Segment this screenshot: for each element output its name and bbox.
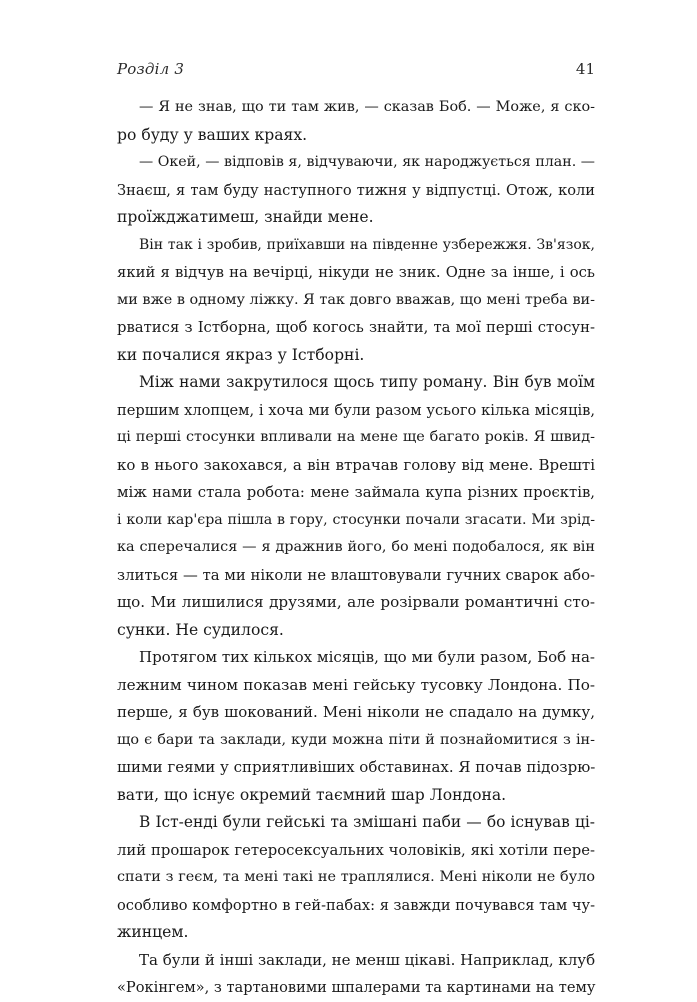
text-line: «Рокінгем», з тартановими шпалерами та картинами на тему: [117, 979, 596, 996]
text-line: що є бари та заклади, куди можна піти й познайомитися з ін-: [117, 731, 595, 748]
text-line: який я відчув на вечірці, нікуди не зник. Одне за інше, і ось: [117, 264, 595, 281]
text-line: шими геями у сприятливіших обставинах. Я почав підозрю-: [117, 758, 596, 776]
text-line: злиться — та ми ніколи не влаштовували гучних сварок або-: [117, 566, 595, 584]
text-line: спати з геєм, та мені такі не траплялися. Мені ніколи не було: [117, 869, 595, 885]
text-line: рватися з Істборна, щоб когось знайти, та мої перші стосун-: [117, 319, 595, 336]
text-line: лий прошарок гетеросексуальних чоловіків, які хотіли пере-: [117, 841, 595, 859]
page-number: 41: [575, 60, 595, 78]
body-text: [117, 94, 595, 1002]
text-line: лежним чином показав мені гейську тусовку Лондона. По-: [117, 675, 595, 694]
text-line: ми вже в одному ліжку. Я так довго вважав, що мені треба ви-: [117, 291, 595, 308]
text-line: Знаєш, я там буду наступного тижня у відпустці. Отож, коли: [117, 181, 595, 199]
text-line: і коли кар'єра пішла в гору, стосунки почали згасати. Ми зрід-: [117, 511, 595, 528]
text-line: ко в нього закохався, а він втрачав голову від мене. Врешті: [117, 455, 595, 474]
text-line: — Окей, — відповів я, відчуваючи, як народжується план. —: [139, 154, 595, 170]
text-line: — Я не знав, що ти там жив, — сказав Боб. — Може, я ско-: [139, 99, 595, 115]
text-line: ці перші стосунки впливали на мене ще багато років. Я швид-: [117, 429, 595, 445]
text-line: Він так і зробив, приїхавши на південне узбережжя. Зв'язок,: [139, 236, 595, 253]
text-line: В Іст-енді були гейські та змішані паби — бо існував ці-: [139, 813, 595, 831]
text-line: ро буду у ваших краях.: [117, 125, 308, 144]
text-line: Та були й інші заклади, не менш цікаві. Наприклад, клуб: [139, 950, 596, 969]
text-line: між нами стала робота: мене займала купа різних проєктів,: [117, 484, 595, 501]
text-line: особливо комфортно в гей-пабах: я завжди почувався там чу-: [117, 896, 596, 914]
text-line: ка сперечалися — я дражнив його, бо мені подобалося, як він: [117, 539, 595, 555]
chapter-running-head: Розділ 3: [117, 60, 185, 78]
text-line: першим хлопцем, і хоча ми були разом усього кілька місяців,: [117, 401, 595, 419]
text-line: вати, що існує окремий таємний шар Лондона.: [117, 785, 507, 804]
text-line: проїжджатимеш, знайди мене.: [117, 208, 374, 226]
text-line: ки почалися якраз у Істборні.: [117, 345, 365, 364]
text-line: перше, я був шокований. Мені ніколи не спадало на думку,: [117, 703, 595, 721]
text-line: жинцем.: [117, 923, 189, 941]
text-line: Протягом тих кількох місяців, що ми були разом, Боб на-: [139, 648, 595, 666]
text-line: сунки. Не судилося.: [117, 620, 284, 639]
text-line: Між нами закрутилося щось типу роману. Він був моїм: [139, 373, 595, 391]
text-line: що. Ми лишилися друзями, але розірвали романтичні сто-: [117, 593, 595, 611]
